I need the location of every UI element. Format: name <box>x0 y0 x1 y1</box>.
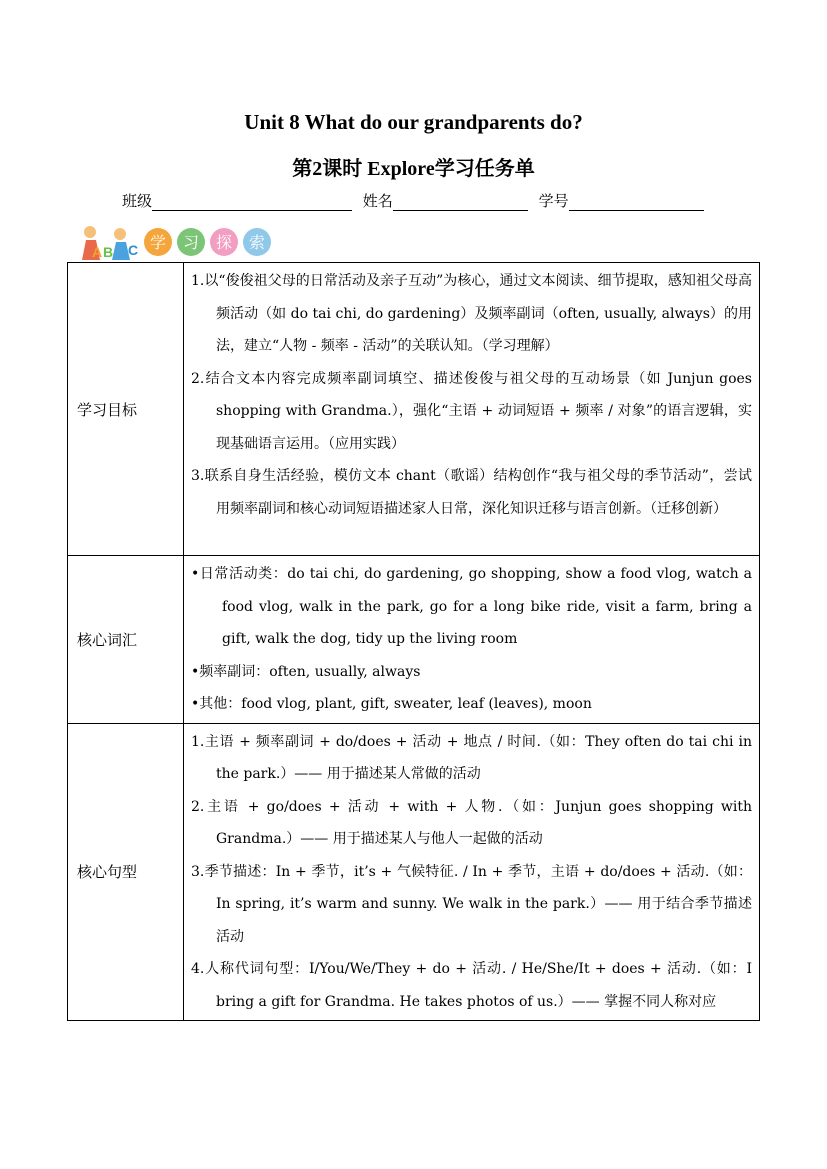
logo-char: 学 <box>149 233 167 252</box>
name-blank[interactable] <box>393 192 528 211</box>
vocab-item: •其他：food vlog, plant, gift, sweater, leaf (leaves), moon <box>191 696 592 712</box>
goal-item: 2.结合文本内容完成频率副词填空、描述俊俊与祖父母的互动场景（如 Junjun goes shopping with Grandma.），强化“主语 + 动词短语 + 频率 / 对象”的语言逻辑，实现基础语言运用。（应用实践） <box>191 370 752 452</box>
sentences-content <box>184 723 760 1021</box>
logo-char: 习 <box>182 233 200 252</box>
goals-row <box>68 263 760 556</box>
document-title: Unit 8 What do our grandparents do? <box>244 110 583 134</box>
vocab-item: •频率副词：often, usually, always <box>191 663 421 680</box>
vocab-row <box>68 556 760 724</box>
sentence-item: 4.人称代词句型：I/You/We/They + do + 活动. / He/She/It + does + 活动.（如：I bring a gift for Grandma. He takes photos of us.）—— 掌握不同人称对应 <box>191 961 752 1010</box>
number-label: 学号 <box>538 192 569 210</box>
sentences-label: 核心句型 <box>68 723 184 1021</box>
sentence-item: 2.主语 + go/does + 活动 + with + 人物.（如：Junjun goes shopping with Grandma.）—— 用于描述某人与他人一起做的活动 <box>191 798 752 847</box>
goals-label: 学习目标 <box>68 263 184 556</box>
goal-item: 1.以“俊俊祖父母的日常活动及亲子互动”为核心，通过文本阅读、细节提取，感知祖父母高频活动（如 do tai chi, do gardening）及频率副词（often, usually, always）的用法，建立“人物 - 频率 - 活动”的关联认知。（学习理解） <box>191 273 752 354</box>
class-blank[interactable] <box>152 192 352 211</box>
logo-char: 探 <box>215 233 233 252</box>
goals-content <box>184 263 760 556</box>
goal-item: 3.联系自身生活经验，模仿文本 chant（歌谣）结构创作“我与祖父母的季节活动”，尝试用频率副词和核心动词短语描述家人日常，深化知识迁移与语言创新。（迁移创新） <box>191 468 752 517</box>
student-info-row <box>122 190 704 211</box>
kids-abc-icon <box>82 226 138 260</box>
number-blank[interactable] <box>569 192 704 211</box>
sentence-item: 1.主语 + 频率副词 + do/does + 活动 + 地点 / 时间.（如：They often do tai chi in the park.）—— 用于描述某人常做的活动 <box>191 733 752 782</box>
name-label: 姓名 <box>362 192 393 210</box>
logo-char: 索 <box>248 233 266 252</box>
document-subtitle: 第2课时 Explore学习任务单 <box>292 158 535 180</box>
svg-text:B: B <box>103 244 114 260</box>
sentences-row <box>68 723 760 1021</box>
vocab-item: •日常活动类：do tai chi, do gardening, go shopping, show a food vlog, watch a food vlog, walk in the park, go for a long bike ride, visit a farm, bring a gift, walk the dog, tidy up the living room <box>191 566 752 647</box>
study-explore-logo <box>76 222 276 262</box>
svg-text:A: A <box>92 244 103 260</box>
vocab-label: 核心词汇 <box>68 556 184 724</box>
svg-text:C: C <box>128 242 139 258</box>
task-table <box>67 262 760 1021</box>
class-label: 班级 <box>122 192 153 210</box>
sentence-item: 3.季节描述：In + 季节，it’s + 气候特征. / In + 季节，主语 + do/does + 活动.（如：In spring, it’s warm and sunny. We walk in the park.）—— 用于结合季节描述活动 <box>191 863 752 945</box>
vocab-content <box>184 556 760 724</box>
